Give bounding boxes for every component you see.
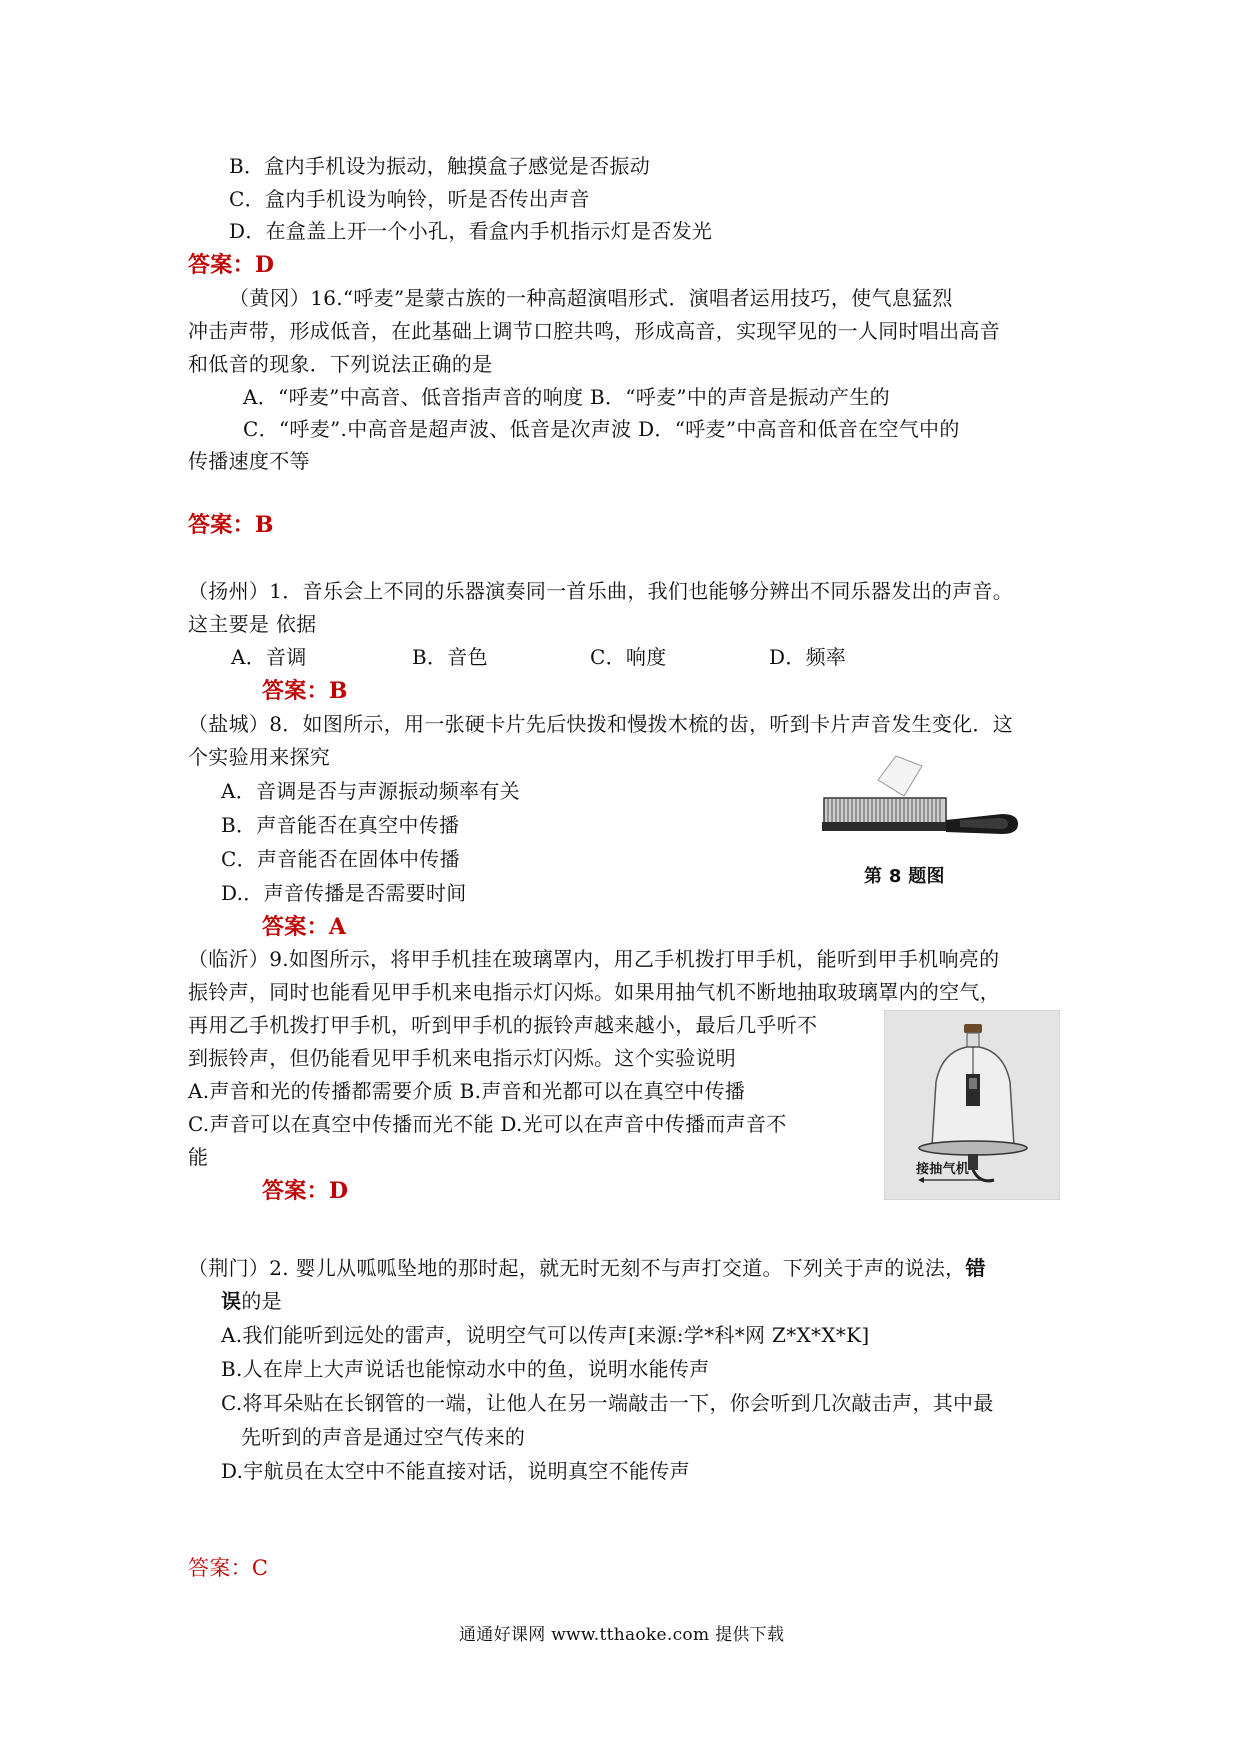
comb-card-figure [820, 750, 1020, 846]
q2-stem-line1 [188, 1258, 986, 1278]
q8-option-d: D.．声音传播是否需要时间 [221, 881, 467, 905]
q16-stem-line2: 冲击声带，形成低音，在此基础上调节口腔共鸣，形成高音，实现罕见的一人同时唱出高音 [188, 319, 1000, 343]
q2-option-c-line1: C.将耳朵贴在长钢管的一端，让他人在另一端敲击一下，你会听到几次敲击声，其中最 [221, 1391, 994, 1415]
bell-jar-figure [884, 1010, 1060, 1200]
q16-options-cd: C．“呼麦”.中高音是超声波、低音是次声波 D．“呼麦”中高音和低音在空气中的 [243, 417, 960, 441]
jar-base-plate-shape [919, 1141, 1027, 1155]
q15-answer: 答案：D [188, 252, 275, 278]
page-footer: 通通好课网 www.tthaoke.com 提供下载 [459, 1625, 785, 1645]
jar-stopper-icon [964, 1024, 982, 1033]
q2-stem-line2 [221, 1291, 282, 1311]
q2-option-b: B.人在岸上大声说话也能惊动水中的鱼，说明水能传声 [221, 1357, 710, 1381]
q2-stem-emphasis-2: 误 [221, 1289, 242, 1313]
q15-option-c: C．盒内手机设为响铃，听是否传出声音 [229, 187, 590, 211]
q2-stem-text: （荆门）2. 婴儿从呱呱坠地的那时起，就无时无刻不与声打交道。下列关于声的说法， [188, 1256, 966, 1280]
q9-stem-line3: 再用乙手机拨打甲手机，听到甲手机的振铃声越来越小，最后几乎听不 [188, 1013, 818, 1037]
q8-stem-line1: （盐城）8．如图所示，用一张硬卡片先后快拨和慢拨木梳的齿，听到卡片声音发生变化．这 [188, 712, 1014, 736]
q1-stem-line2: 这主要是 依据 [188, 612, 317, 636]
q2-option-c-line2: 先听到的声音是通过空气传来的 [241, 1425, 526, 1449]
comb-spine-shape [822, 822, 948, 831]
q1-option-d: D．频率 [769, 645, 847, 669]
figure-8-caption: 第 8 题图 [864, 866, 945, 887]
q8-option-b: B．声音能否在真空中传播 [221, 813, 460, 837]
q9-stem-line1: （临沂）9.如图所示，将甲手机挂在玻璃罩内，用乙手机拨打甲手机，能听到甲手机响亮的 [188, 947, 1000, 971]
q8-answer: 答案：A [262, 914, 347, 940]
q2-option-d: D.宇航员在太空中不能直接对话，说明真空不能传声 [221, 1459, 690, 1483]
q2-option-a: A.我们能听到远处的雷声，说明空气可以传声[来源:学*科*网 Z*X*X*K] [221, 1323, 870, 1347]
q1-option-a: A．音调 [231, 645, 307, 669]
q9-options-cd: C.声音可以在真空中传播而光不能 D.光可以在声音中传播而声音不 [188, 1112, 787, 1136]
q2-stem-text-2: 的是 [241, 1289, 282, 1313]
q9-option-d-cont: 能 [188, 1145, 209, 1169]
q16-answer: 答案：B [188, 512, 274, 538]
q9-answer: 答案：D [262, 1178, 349, 1204]
q1-option-c: C．响度 [590, 645, 667, 669]
q8-stem-line2: 个实验用来探究 [188, 745, 331, 769]
hard-card-shape [878, 756, 922, 796]
q8-option-c: C．声音能否在固体中传播 [221, 847, 460, 871]
q2-answer: 答案：C [188, 1556, 269, 1580]
q1-option-b: B．音色 [412, 645, 488, 669]
q15-option-b: B．盒内手机设为振动，触摸盒子感觉是否振动 [229, 154, 650, 178]
q16-option-d-cont: 传播速度不等 [188, 449, 310, 473]
q2-stem-emphasis: 错 [965, 1256, 986, 1280]
q16-stem-line1: （黄冈）16.“呼麦”是蒙古族的一种高超演唱形式．演唱者运用技巧，使气息猛烈 [229, 286, 953, 310]
q16-stem-line3: 和低音的现象．下列说法正确的是 [188, 352, 493, 376]
q1-answer: 答案：B [262, 678, 348, 704]
q9-stem-line2: 振铃声，同时也能看见甲手机来电指示灯闪烁。如果用抽气机不断地抽取玻璃罩内的空气， [188, 980, 1000, 1004]
q16-options-ab: A．“呼麦”中高音、低音指声音的响度 B．“呼麦”中的声音是振动产生的 [243, 385, 890, 409]
q15-option-d: D．在盒盖上开一个小孔，看盒内手机指示灯是否发光 [229, 219, 713, 243]
q1-stem-line1: （扬州）1．音乐会上不同的乐器演奏同一首乐曲，我们也能够分辨出不同乐器发出的声音。 [188, 579, 1014, 603]
q8-option-a: A．音调是否与声源振动频率有关 [221, 779, 520, 803]
vacuum-pump-label: 接抽气机 [916, 1162, 970, 1177]
q9-stem-line4: 到振铃声，但仍能看见甲手机来电指示灯闪烁。这个实验说明 [188, 1046, 737, 1070]
q9-options-ab: A.声音和光的传播都需要介质 B.声音和光都可以在真空中传播 [188, 1079, 746, 1103]
